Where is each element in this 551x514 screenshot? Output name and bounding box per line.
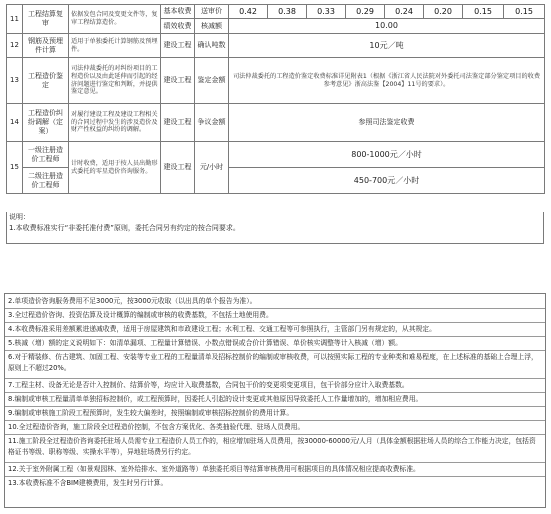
divider [5,378,545,379]
rate-cell: 0.29 [346,5,385,19]
fee-basis: 确认吨数 [195,34,229,58]
fee-type: 基本收费 [161,5,195,19]
project-type: 建设工程 [161,142,195,194]
project-type: 建设工程 [161,104,195,142]
divider [5,336,545,337]
divider [5,392,545,393]
row-number: 14 [7,104,23,142]
service-description: 适用于单独委托计算钢筋及预埋件。 [69,34,161,58]
fee-basis: 核减额 [195,19,229,34]
note-line: 6.对于精装修、仿古建筑、加固工程、安装等专业工程的工程量清单及招标控制价的编制或审核收费，可以按照实际工程的专业种类和难易程度，在上述标准的基础上合理上浮，原则上不超过20%。 [8,353,538,372]
project-type: 建设工程 [161,58,195,104]
divider [5,420,545,421]
row-number: 11 [7,5,23,34]
note-line: 3.全过程造价咨询、投资估算及设计概算的编制或审核的收费基数，不包括土地使用费。 [8,311,273,319]
rate-value: 10元／吨 [229,34,545,58]
table-row [7,104,545,142]
service-name: 钢筋及预埋件计算 [23,34,69,58]
fee-basis: 元/小时 [195,142,229,194]
note-line: 13.本收费标准不含BIM建模费用，发生时另行计算。 [8,479,168,487]
fee-basis: 送审价 [195,5,229,19]
note-line: 12.关于室外附属工程（如景观园林、室外给排水、室外道路等）单独委托项目等结算审核费用可根据项目的具体情况相应提高收费标准。 [8,465,420,473]
note-line: 10.全过程造价咨询，施工阶段全过程造价控制，不包含方案优化、各类抽验代理、驻场人员费用。 [8,423,305,431]
service-description: 依据发包合同及变更文件等，复审工程结算造价。 [69,5,161,34]
rate-cell: 0.42 [229,5,268,19]
note-line: 4.本收费标准采用差额累进递减收费，适用于房屋建筑和市政建设工程；水利工程、交通工程等可参照执行，主管部门另有规定的，从其规定。 [8,325,436,333]
note-line: 2.单项造价咨询服务费用不足3000元，按3000元收取（以出具的单个报告为准）。 [8,297,257,305]
divider [5,350,545,351]
service-name: 工程造价鉴定 [23,58,69,104]
table-row [7,5,545,19]
notes-section [6,212,544,244]
divider [5,434,545,435]
notes-label: 说明： [9,213,30,221]
fee-basis: 争议金额 [195,104,229,142]
note-line: 9.编制或审核施工阶段工程预算时，发生较大偏差时，按照编制或审核招标控制价的费用计算。 [8,409,294,417]
divider [5,476,545,477]
divider [5,462,545,463]
note-line: 5.核减（增）额的定义说明如下：如清单漏项、工程量计算错误、小数点错误或合价计算错误、单价核实调整等计入核减（增）额。 [8,339,402,347]
row-number: 13 [7,58,23,104]
rate-cell: 0.15 [463,5,504,19]
service-name: 工程造价纠纷调解（定案） [23,104,69,142]
rate-cell: 0.15 [504,5,545,19]
divider [5,406,545,407]
service-description: 对履行建设工程及建设工程相关的合同过程中发生的涉及造价及财产性权益的纠纷的调解。 [69,104,161,142]
rate-value: 450-700元／小时 [229,168,545,194]
service-description: 计时收费，适用于按人员出勤形式委托的零星造价咨询服务。 [69,142,161,194]
table-row [7,142,545,168]
table-row [7,58,545,104]
rate-value: 10.00 [229,19,545,34]
rate-cell: 0.33 [307,5,346,19]
service-name: 二级注册造价工程师 [23,168,69,194]
notes-continued [4,293,546,508]
rate-value: 800-1000元／小时 [229,142,545,168]
rate-cell: 0.38 [268,5,307,19]
divider [5,308,545,309]
note-line: 7.工程主材、设备无论是否计入控制价、结算价等，均应计入取费基数，合同包干价的变更项变更项目，包干价部分应计入取费基数。 [8,381,409,389]
fee-table [6,4,545,194]
project-type: 建设工程 [161,34,195,58]
rate-value: 司法仲裁委托的工程造价鉴定收费标准详见附表1（根据《浙江省人民法院对外委托司法鉴定部分鉴定项目的收费参考意见》浙高法鉴【2004】11号的要求）。 [229,58,545,104]
service-name: 工程结算复审 [23,5,69,34]
note-line: 1.本收费标准实行“非委托准付费”原则，委托合同另有约定的按合同要求。 [9,224,240,232]
row-number: 12 [7,34,23,58]
note-line: 8.编制或审核工程量清单单独招标控制价，或工程预算时，因委托人引起的设计变更或其他原因导致委托人工作量增加的，增加相应费用。 [8,395,423,403]
note-line: 11.施工阶段全过程造价咨询委托驻场人员需专业工程造价人员工作的，相应增加驻场人员费用，按30000-60000元/人月（具体金额根据驻场人员的综合工作能力决定，包括资格证书等级、职称等级、实操水平等），异地驻场费另行约定。 [8,437,536,456]
rate-cell: 0.20 [424,5,463,19]
fee-type: 绩效收费 [161,19,195,34]
divider [5,322,545,323]
service-name: 一级注册造价工程师 [23,142,69,168]
rate-cell: 0.24 [385,5,424,19]
row-number: 15 [7,142,23,194]
fee-basis: 鉴定金额 [195,58,229,104]
table-row [7,34,545,58]
rate-value: 参照司法鉴定收费 [229,104,545,142]
service-description: 司法仲裁委托的对纠纷项目的工程造价以及由此延伸而引起的经济问题进行鉴定和判断，并提供鉴定意见。 [69,58,161,104]
